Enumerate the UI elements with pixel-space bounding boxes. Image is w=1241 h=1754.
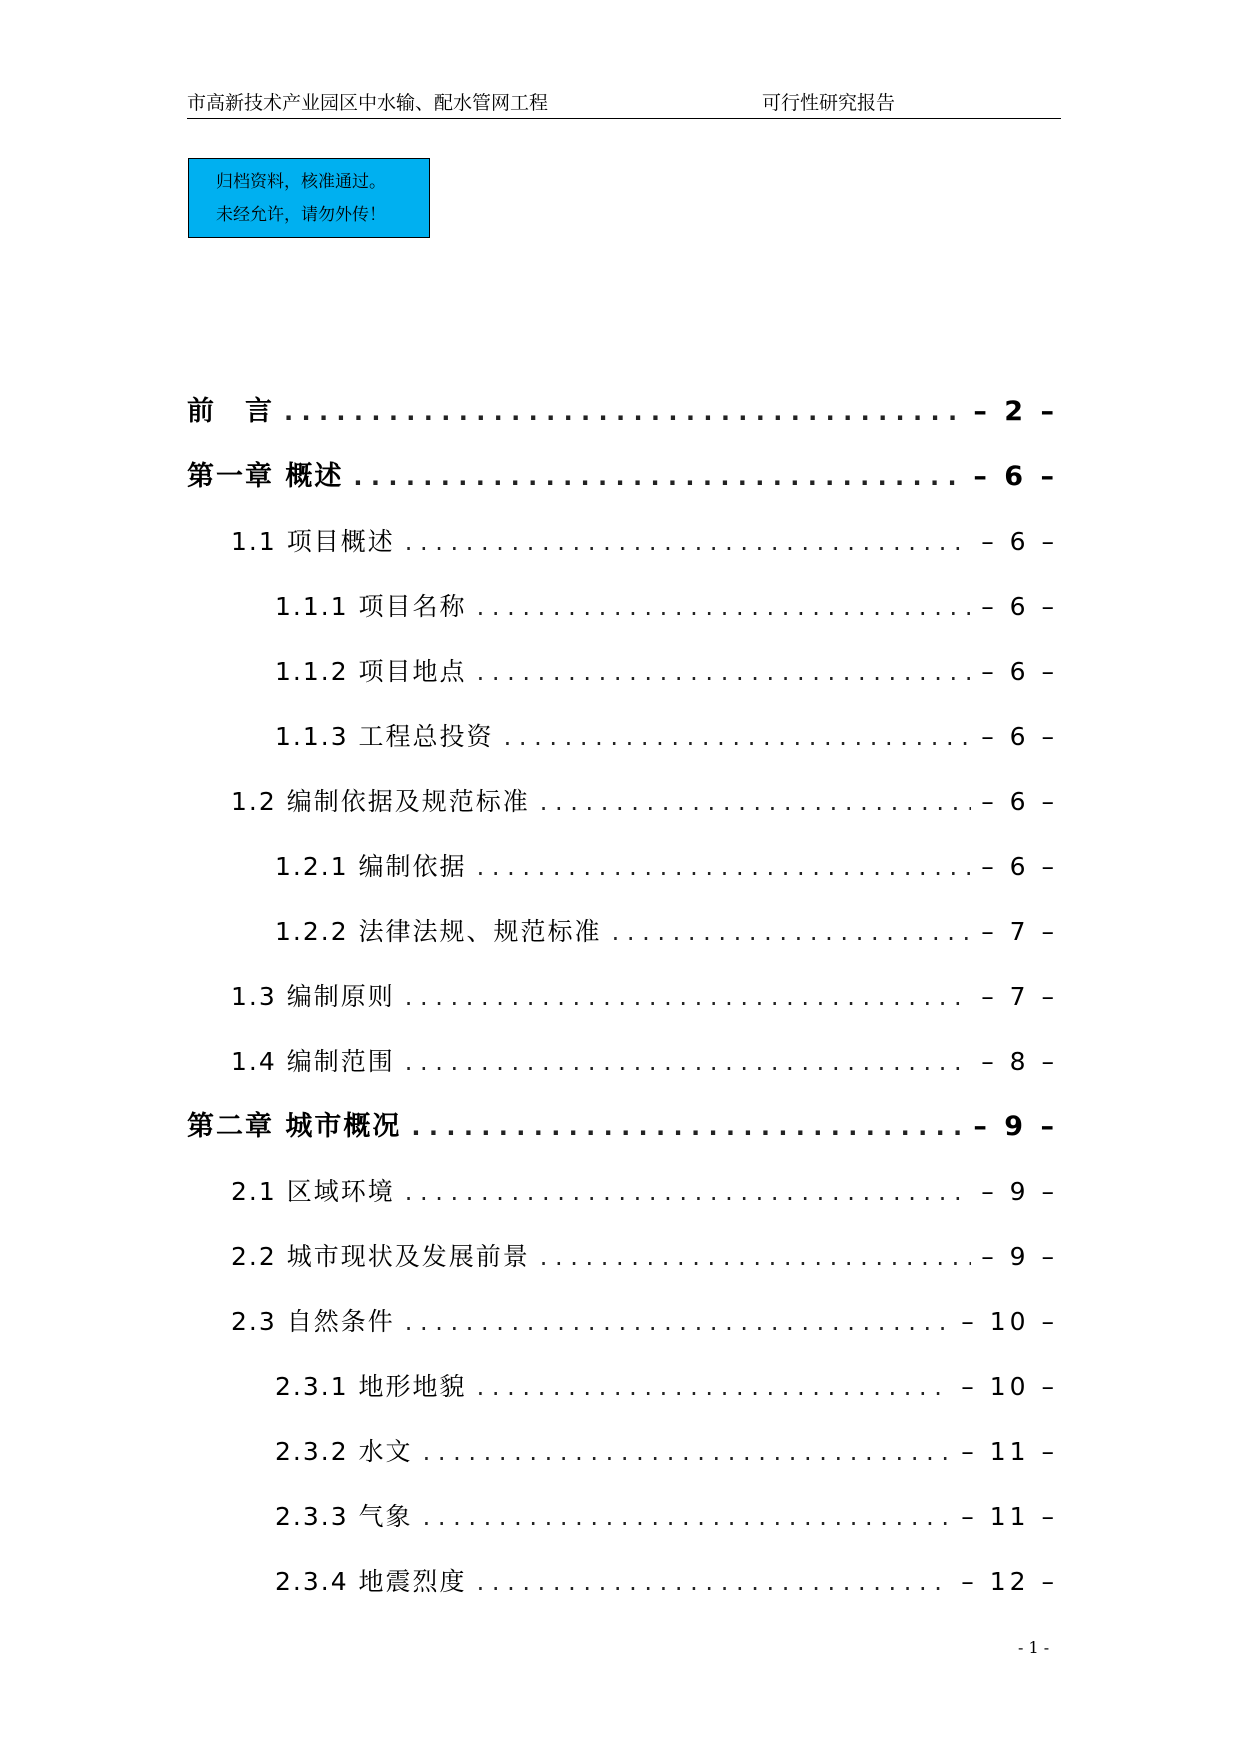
- header-report-type: 可行性研究报告: [762, 92, 896, 114]
- header-project-title: 市高新技术产业园区中水输、配水管网工程: [187, 92, 549, 114]
- notice-line-1: 归档资料，核准通过。: [216, 172, 386, 192]
- toc-entry-title: 2.3.1 地形地貌: [275, 1372, 467, 1401]
- toc-entry-page: – 9 –: [981, 1177, 1058, 1206]
- toc-entry[interactable]: [231, 1042, 1058, 1082]
- toc-dot-leader: [284, 392, 963, 432]
- toc-entry-page: – 11 –: [961, 1437, 1058, 1466]
- toc-dot-leader: [405, 977, 971, 1017]
- toc-entry[interactable]: [275, 847, 1058, 887]
- toc-entry-page: – 7 –: [981, 917, 1058, 946]
- page-header: [187, 88, 1061, 119]
- toc-entry-page: – 6 –: [973, 461, 1058, 492]
- toc-dot-leader: [423, 1432, 952, 1472]
- toc-entry-title: 1.1.3 工程总投资: [275, 722, 494, 751]
- toc-entry[interactable]: [231, 1302, 1058, 1342]
- toc-entry[interactable]: [231, 782, 1058, 822]
- toc-dot-leader: [405, 1042, 971, 1082]
- toc-entry-title: 第一章 概述: [187, 461, 344, 492]
- toc-entry-page: – 2 –: [973, 396, 1058, 427]
- toc-entry[interactable]: [231, 1237, 1058, 1277]
- toc-dot-leader: [405, 522, 971, 562]
- toc-entry[interactable]: [187, 457, 1058, 497]
- toc-dot-leader: [477, 847, 972, 887]
- toc-entry[interactable]: [187, 392, 1058, 432]
- toc-entry[interactable]: [275, 717, 1058, 757]
- toc-entry-page: – 6 –: [981, 722, 1058, 751]
- toc-entry-page: – 6 –: [981, 527, 1058, 556]
- notice-line-2: 未经允许，请勿外传！: [216, 205, 386, 225]
- toc-entry-title: 1.3 编制原则: [231, 982, 395, 1011]
- toc-entry-page: – 9 –: [981, 1242, 1058, 1271]
- toc-entry[interactable]: [275, 1562, 1058, 1602]
- toc-entry[interactable]: [275, 1497, 1058, 1537]
- toc-entry-title: 1.4 编制范围: [231, 1047, 395, 1076]
- toc-dot-leader: [405, 1172, 971, 1212]
- toc-entry-page: – 8 –: [981, 1047, 1058, 1076]
- toc-dot-leader: [411, 1107, 963, 1147]
- toc-entry-title: 2.3.2 水文: [275, 1437, 413, 1466]
- archive-notice-box: [188, 158, 430, 238]
- toc-dot-leader: [405, 1302, 952, 1342]
- toc-entry-title: 1.2 编制依据及规范标准: [231, 787, 530, 816]
- toc-entry-page: – 7 –: [981, 982, 1058, 1011]
- toc-entry-page: – 9 –: [973, 1111, 1058, 1142]
- toc-entry-page: – 11 –: [961, 1502, 1058, 1531]
- toc-entry-title: 1.1.2 项目地点: [275, 657, 467, 686]
- toc-entry-title: 1.2.2 法律法规、规范标准: [275, 917, 602, 946]
- toc-entry[interactable]: [275, 1432, 1058, 1472]
- toc-entry-page: – 6 –: [981, 852, 1058, 881]
- toc-entry-page: – 12 –: [961, 1567, 1058, 1596]
- toc-dot-leader: [477, 652, 972, 692]
- toc-dot-leader: [423, 1497, 952, 1537]
- toc-entry[interactable]: [275, 1367, 1058, 1407]
- toc-entry-page: – 6 –: [981, 657, 1058, 686]
- toc-entry-title: 前 言: [187, 396, 274, 427]
- toc-dot-leader: [540, 1237, 971, 1277]
- toc-dot-leader: [477, 1562, 952, 1602]
- toc-dot-leader: [612, 912, 972, 952]
- toc-entry[interactable]: [231, 522, 1058, 562]
- toc-dot-leader: [477, 1367, 952, 1407]
- toc-entry-page: – 10 –: [961, 1372, 1058, 1401]
- toc-entry-title: 1.1.1 项目名称: [275, 592, 467, 621]
- toc-entry[interactable]: [275, 912, 1058, 952]
- toc-entry[interactable]: [275, 587, 1058, 627]
- toc-entry-page: – 6 –: [981, 592, 1058, 621]
- page-number: - 1 -: [1018, 1638, 1050, 1657]
- toc-entry-title: 2.3.4 地震烈度: [275, 1567, 467, 1596]
- toc-dot-leader: [540, 782, 971, 822]
- toc-entry-title: 2.3.3 气象: [275, 1502, 413, 1531]
- toc-dot-leader: [504, 717, 972, 757]
- toc-entry-page: – 6 –: [981, 787, 1058, 816]
- toc-entry-title: 1.1 项目概述: [231, 527, 395, 556]
- toc-entry[interactable]: [187, 1107, 1058, 1147]
- toc-entry[interactable]: [231, 977, 1058, 1017]
- toc-entry[interactable]: [275, 652, 1058, 692]
- toc-entry[interactable]: [231, 1172, 1058, 1212]
- toc-dot-leader: [353, 457, 963, 497]
- toc-entry-title: 1.2.1 编制依据: [275, 852, 467, 881]
- toc-entry-title: 2.2 城市现状及发展前景: [231, 1242, 530, 1271]
- toc-entry-title: 2.3 自然条件: [231, 1307, 395, 1336]
- toc-entry-title: 2.1 区域环境: [231, 1177, 395, 1206]
- toc-dot-leader: [477, 587, 972, 627]
- toc-entry-page: – 10 –: [961, 1307, 1058, 1336]
- toc-entry-title: 第二章 城市概况: [187, 1111, 402, 1142]
